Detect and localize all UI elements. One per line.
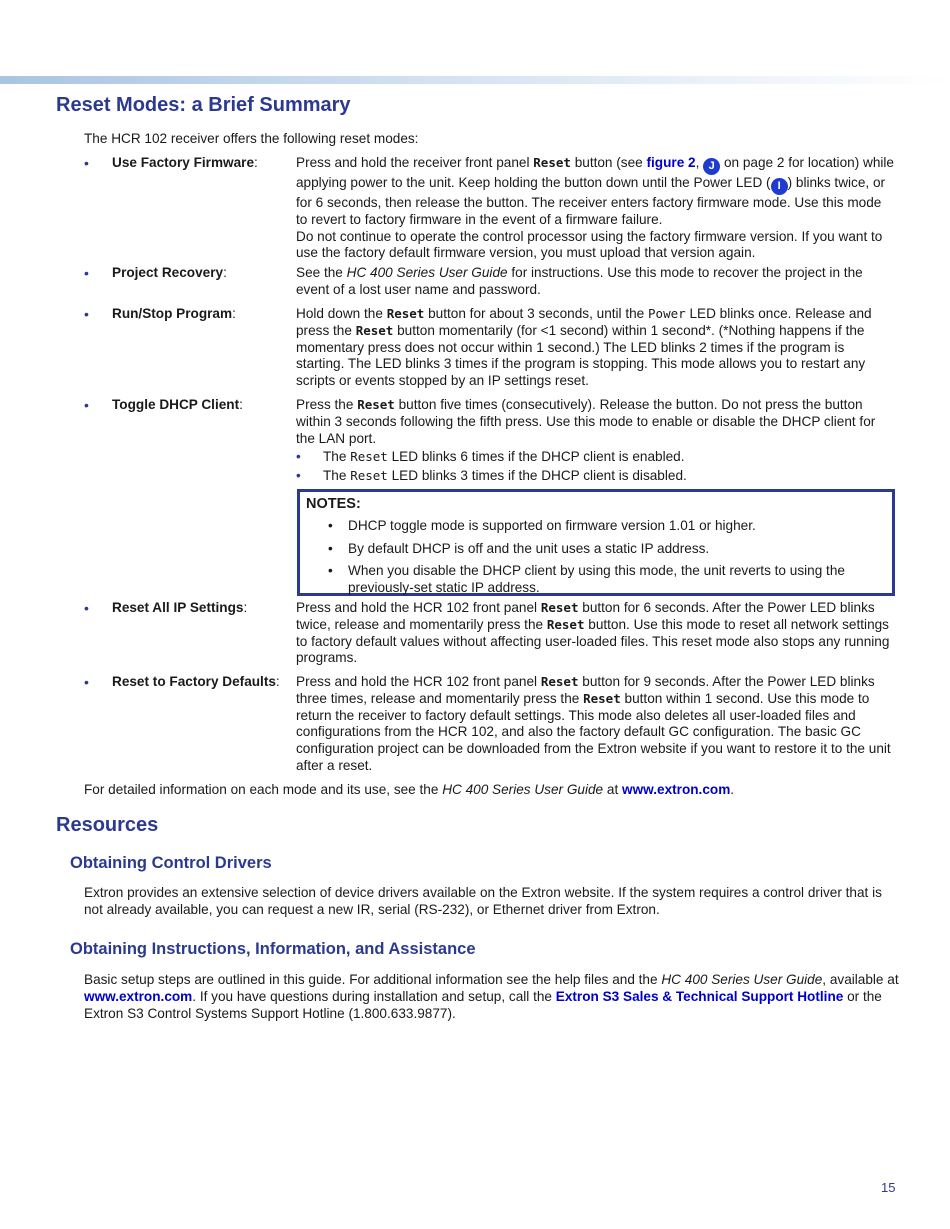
bullet: • xyxy=(84,265,89,281)
notes-box xyxy=(297,489,895,596)
reset-button-label: Reset xyxy=(583,690,621,706)
reset-button-label: Reset xyxy=(546,616,585,632)
mode-term: Reset All IP Settings: xyxy=(112,600,248,615)
mode-description: Press and hold the receiver front panel Reset button (see figure 2, J on page 2 for location) while applying power to the unit. Keep holding the button down until the Power LED ( I ) blinks twice, or for 6 seconds, then release the button. The receiver enters factory firmware mode. Use this mode to revert to factory firmware in the event of a firmware failure. Do not continue to operate the control processor using the factory firmware version. If you want to use the factory default firmware version, you must upload that version again. xyxy=(296,155,896,262)
support-hotline-link[interactable]: Extron S3 Sales & Technical Support Hotline xyxy=(555,989,844,1004)
mode-term: Project Recovery: xyxy=(112,265,227,280)
bullet: • xyxy=(84,674,89,690)
firmware-warning-text: Do not continue to operate the control processor using the factory firmware version. If you want to use the factory default firmware version, you must upload that version again. xyxy=(296,228,883,261)
user-guide-title: HC 400 Series User Guide xyxy=(442,782,604,797)
sub-list-item: • The Reset LED blinks 6 times if the DHCP client is enabled. xyxy=(296,449,685,465)
reset-button-label: Reset xyxy=(540,600,579,615)
user-guide-title: HC 400 Series User Guide xyxy=(346,265,508,280)
reset-button-label: Reset xyxy=(355,322,394,338)
extron-website-link[interactable]: www.extron.com xyxy=(84,989,193,1004)
user-guide-title: HC 400 Series User Guide xyxy=(661,972,823,987)
sub-list-item: • The Reset LED blinks 3 times if the DHCP client is disabled. xyxy=(296,468,687,484)
reset-modes-footer-text: For detailed information on each mode and its use, see the HC 400 Series User Guide at www.extron.com. xyxy=(84,782,735,797)
note-item: • By default DHCP is off and the unit uses a static IP address. xyxy=(328,541,710,556)
extron-website-link[interactable]: www.extron.com xyxy=(622,782,731,797)
reset-led-label: Reset xyxy=(350,468,388,484)
mode-description: Press and hold the HCR 102 front panel Reset button for 6 seconds. After the Power LED blinks twice, release and momentarily press the Reset button. Use this mode to reset all network settings to factory default values without affecting user-loaded files. This reset mode also stops any running programs. xyxy=(296,600,890,666)
mode-description: Hold down the Reset button for about 3 seconds, until the Power LED blinks once. Release and press the Reset button momentarily (for <1 second) within 1 second*. (*Nothing happens if the momentary press does not occur within 1 second.) The LED blinks 2 times if the program is starting. The LED blinks 3 times if the program is stopping. This mode allows you to restart any scripts or events stopped by an IP settings reset. xyxy=(296,306,872,389)
bullet: • xyxy=(84,306,89,322)
reset-button-label: Reset xyxy=(357,397,395,412)
note-item: • When you disable the DHCP client by using this mode, the unit reverts to using the previously-set static IP address. xyxy=(328,563,845,595)
subsection-title-control-drivers: Obtaining Control Drivers xyxy=(70,854,272,872)
figure-2-link[interactable]: figure 2 xyxy=(646,155,696,170)
callout-j-icon: J xyxy=(703,158,720,175)
mode-description: Press and hold the HCR 102 front panel Reset button for 9 seconds. After the Power LED blinks three times, release and momentarily press the Reset button within 1 second. Use this mode to return the receiver to factory default settings. This mode also deletes all user-loaded files and configurations from the HCR 102, and also the factory default GC configuration. The basic GC configuration project can be downloaded from the Extron website if you want to restore it to the unit after a reset. xyxy=(296,674,891,773)
mode-term: Toggle DHCP Client: xyxy=(112,397,243,412)
bullet: • xyxy=(84,155,89,171)
note-item: • DHCP toggle mode is supported on firmware version 1.01 or higher. xyxy=(328,518,756,533)
page-number: 15 xyxy=(881,1180,896,1195)
mode-term: Reset to Factory Defaults: xyxy=(112,674,280,689)
mode-term: Use Factory Firmware: xyxy=(112,155,258,170)
callout-i-icon: I xyxy=(771,178,788,195)
section-title-resources: Resources xyxy=(56,814,159,836)
intro-text: The HCR 102 receiver offers the following reset modes: xyxy=(84,131,419,146)
instructions-text: Basic setup steps are outlined in this guide. For additional information see the help files and the HC 400 Series User Guide, available at www.extron.com. If you have questions during installation and setup, call the Extron S3 Sales & Technical Support Hotline or the Extron S3 Control Systems Support Hotline (1.800.633.9877). xyxy=(84,972,899,1021)
mode-description: See the HC 400 Series User Guide for instructions. Use this mode to recover the project in the event of a lost user name and password. xyxy=(296,265,863,297)
power-led-label: Power xyxy=(648,306,686,321)
control-drivers-text: Extron provides an extensive selection of device drivers available on the Extron website. If the system requires a control driver that is not already available, you can request a new IR, serial (RS-232), or Ethernet driver from Extron. xyxy=(84,885,882,917)
header-gradient-bar xyxy=(0,76,950,84)
reset-button-label: Reset xyxy=(540,674,579,689)
reset-button-label: Reset xyxy=(386,306,425,321)
mode-description: Press the Reset button five times (consecutively). Release the button. Do not press the button within 3 seconds following the fifth press. Use this mode to enable or disable the DHCP client for the LAN port. • The Reset LED blinks 6 times if the DHCP client is enabled. • The Reset LED blinks 3 times if the DHCP client is disabled. xyxy=(296,397,896,485)
reset-button-label: Reset xyxy=(533,155,571,170)
reset-led-label: Reset xyxy=(350,449,388,465)
bullet: • xyxy=(84,397,89,413)
subsection-title-instructions: Obtaining Instructions, Information, and Assistance xyxy=(70,940,476,958)
section-title-reset-modes: Reset Modes: a Brief Summary xyxy=(56,94,351,116)
notes-title: NOTES: xyxy=(306,496,361,512)
bullet: • xyxy=(84,600,89,616)
mode-term: Run/Stop Program: xyxy=(112,306,236,321)
